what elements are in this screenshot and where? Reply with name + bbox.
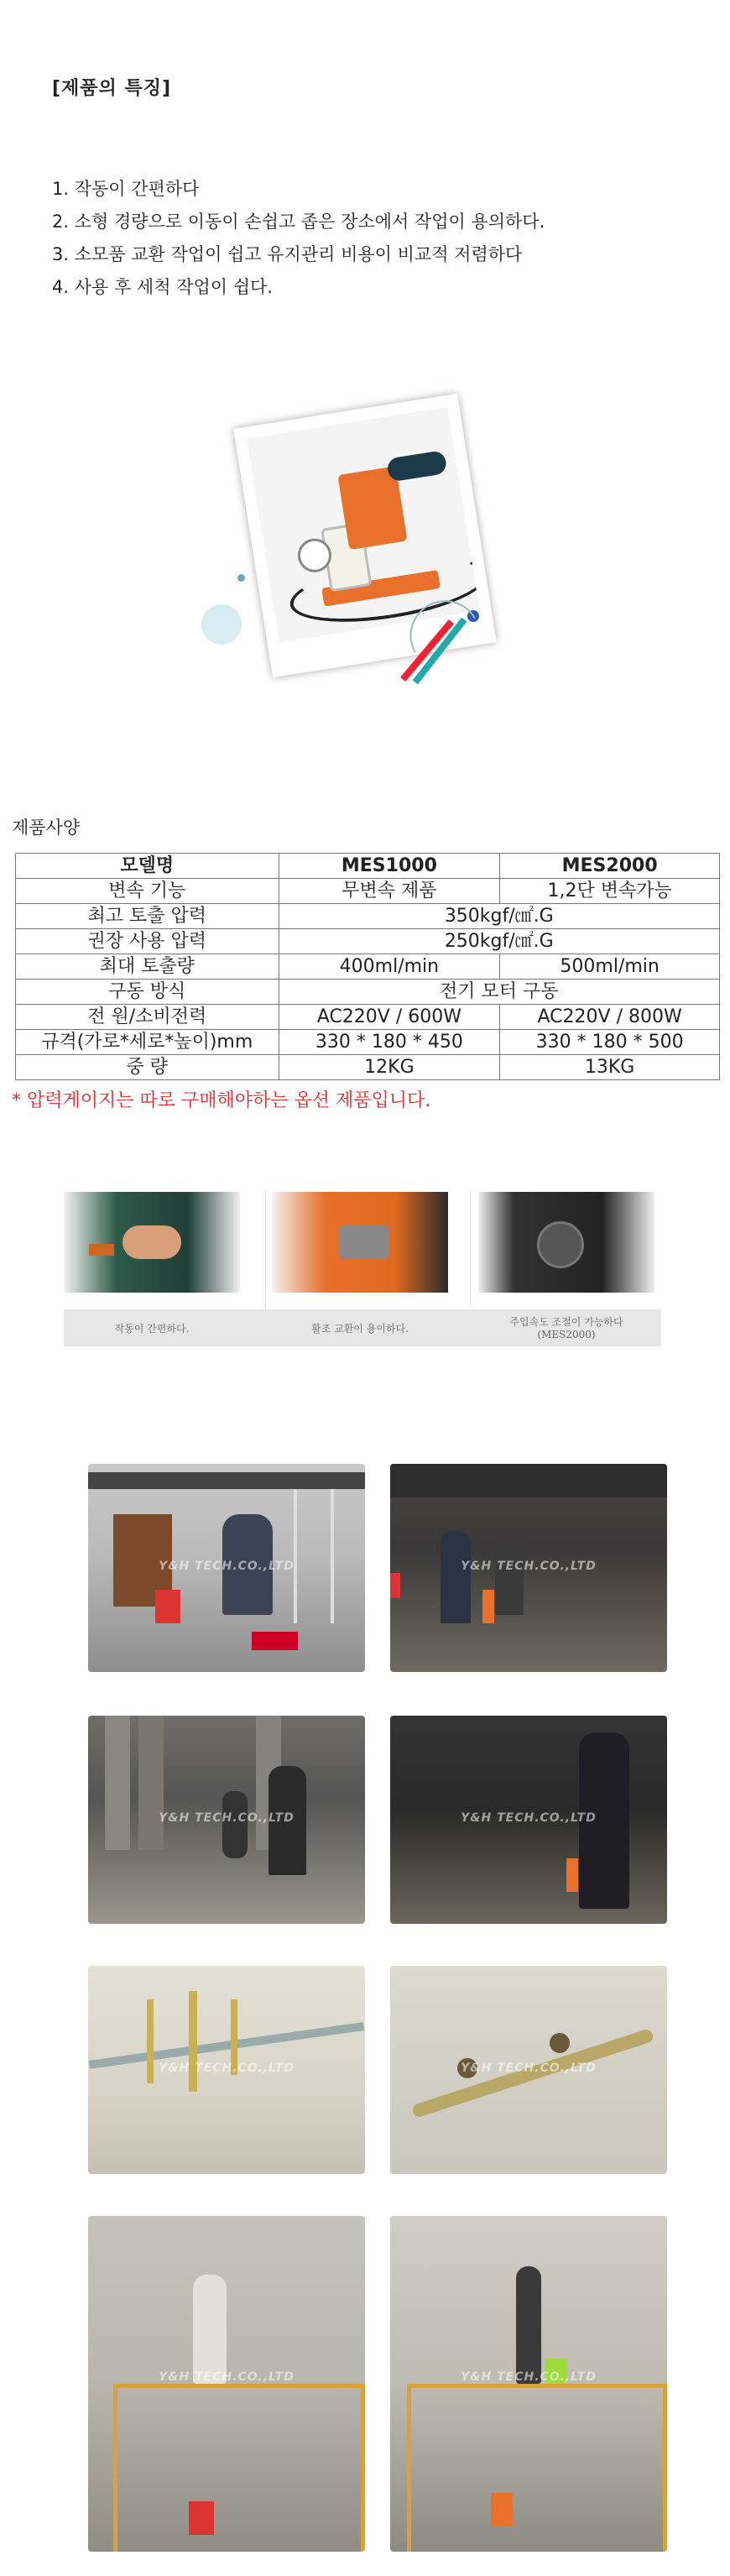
table-cell: 변속 기능 [16,879,279,904]
site-photo [390,1966,667,2174]
table-cell: 330 * 180 * 500 [500,1030,720,1055]
drill-handle-photo [64,1192,240,1293]
site-photo [390,1716,667,1924]
table-cell: 13KG [500,1055,720,1080]
table-cell: 1,2단 변속가능 [500,879,720,904]
spec-table [15,853,720,1080]
watermark: Y&H TECH.CO.,LTD [159,2061,295,2076]
thumb-easy-operation [64,1182,240,1308]
watermark: Y&H TECH.CO.,LTD [461,2370,597,2384]
site-photo [88,2216,365,2552]
spec-label: 제품사양 [12,818,81,838]
feature-list [52,173,545,304]
section-title: [제품의 특징] [52,78,172,99]
thumb-caption: 주입속도 조절이 가능하다 (MES2000) [509,1316,623,1340]
decorative-circle [201,604,242,645]
table-cell: 전 원/소비전력 [16,1005,279,1030]
feature-item: 3. 소모품 교환 작업이 쉽고 유지관리 비용이 비교적 저렴하다 [52,244,523,264]
table-cell: 구동 방식 [16,980,279,1005]
site-photo [88,1966,365,2174]
watermark: Y&H TECH.CO.,LTD [461,1560,597,1574]
table-cell: 350kgf/㎠.G [279,904,719,929]
thumb-speed-control [478,1182,654,1308]
table-row [16,980,720,1005]
table-header-cell: MES1000 [279,854,500,879]
watermark: Y&H TECH.CO.,LTD [461,2061,597,2076]
option-note: * 압력게이지는 따로 구매해야하는 옵션 제품입니다. [12,1090,431,1111]
table-cell: 400ml/min [279,954,500,980]
feature-item: 1. 작동이 간편하다 [52,179,200,199]
pump-head-photo [272,1192,448,1293]
watermark: Y&H TECH.CO.,LTD [159,1560,295,1574]
table-row [16,929,720,954]
table-cell: 최고 토출 압력 [16,904,279,929]
table-cell: 500ml/min [500,954,720,980]
feature-thumbnails [64,1182,661,1346]
product-photo [233,394,497,678]
feature-item: 4. 사용 후 세척 작업이 쉽다. [52,277,273,297]
table-row [16,879,720,904]
site-photo [88,1716,365,1924]
watermark: Y&H TECH.CO.,LTD [159,1811,295,1826]
table-cell: AC220V / 800W [500,1005,720,1030]
site-photo [390,2216,667,2552]
table-cell: 전기 모터 구동 [279,980,719,1005]
table-row [16,1030,720,1055]
table-cell: 중 량 [16,1055,279,1080]
table-cell: 12KG [279,1055,500,1080]
table-cell: 규격(가로*세로*높이)mm [16,1030,279,1055]
table-cell: 최대 토출량 [16,954,279,980]
table-cell: 330 * 180 * 450 [279,1030,500,1055]
table-row [16,904,720,929]
watermark: Y&H TECH.CO.,LTD [461,1811,597,1826]
table-row [16,954,720,980]
site-photo [390,1464,667,1672]
table-header-row [16,854,720,879]
thumb-caption: 작동이 간편하다. [114,1323,190,1335]
thumb-easy-replacement [272,1182,448,1308]
table-row [16,1055,720,1080]
thumb-caption: 활조 교환이 용이하다. [311,1323,409,1335]
table-row [16,1005,720,1030]
decorative-dot [237,574,245,582]
table-cell: AC220V / 600W [279,1005,500,1030]
table-header-cell: MES2000 [500,854,720,879]
watermark: Y&H TECH.CO.,LTD [159,2370,295,2384]
machine-handle-graphic [386,450,448,483]
table-cell: 무변속 제품 [279,879,500,904]
speed-dial-photo [478,1192,654,1293]
table-cell: 250kgf/㎠.G [279,929,719,954]
feature-item: 2. 소형 경량으로 이동이 손쉽고 좁은 장소에서 작업이 용의하다. [52,212,545,232]
site-photo [88,1464,365,1672]
table-header-cell: 모델명 [16,854,279,879]
table-cell: 권장 사용 압력 [16,929,279,954]
